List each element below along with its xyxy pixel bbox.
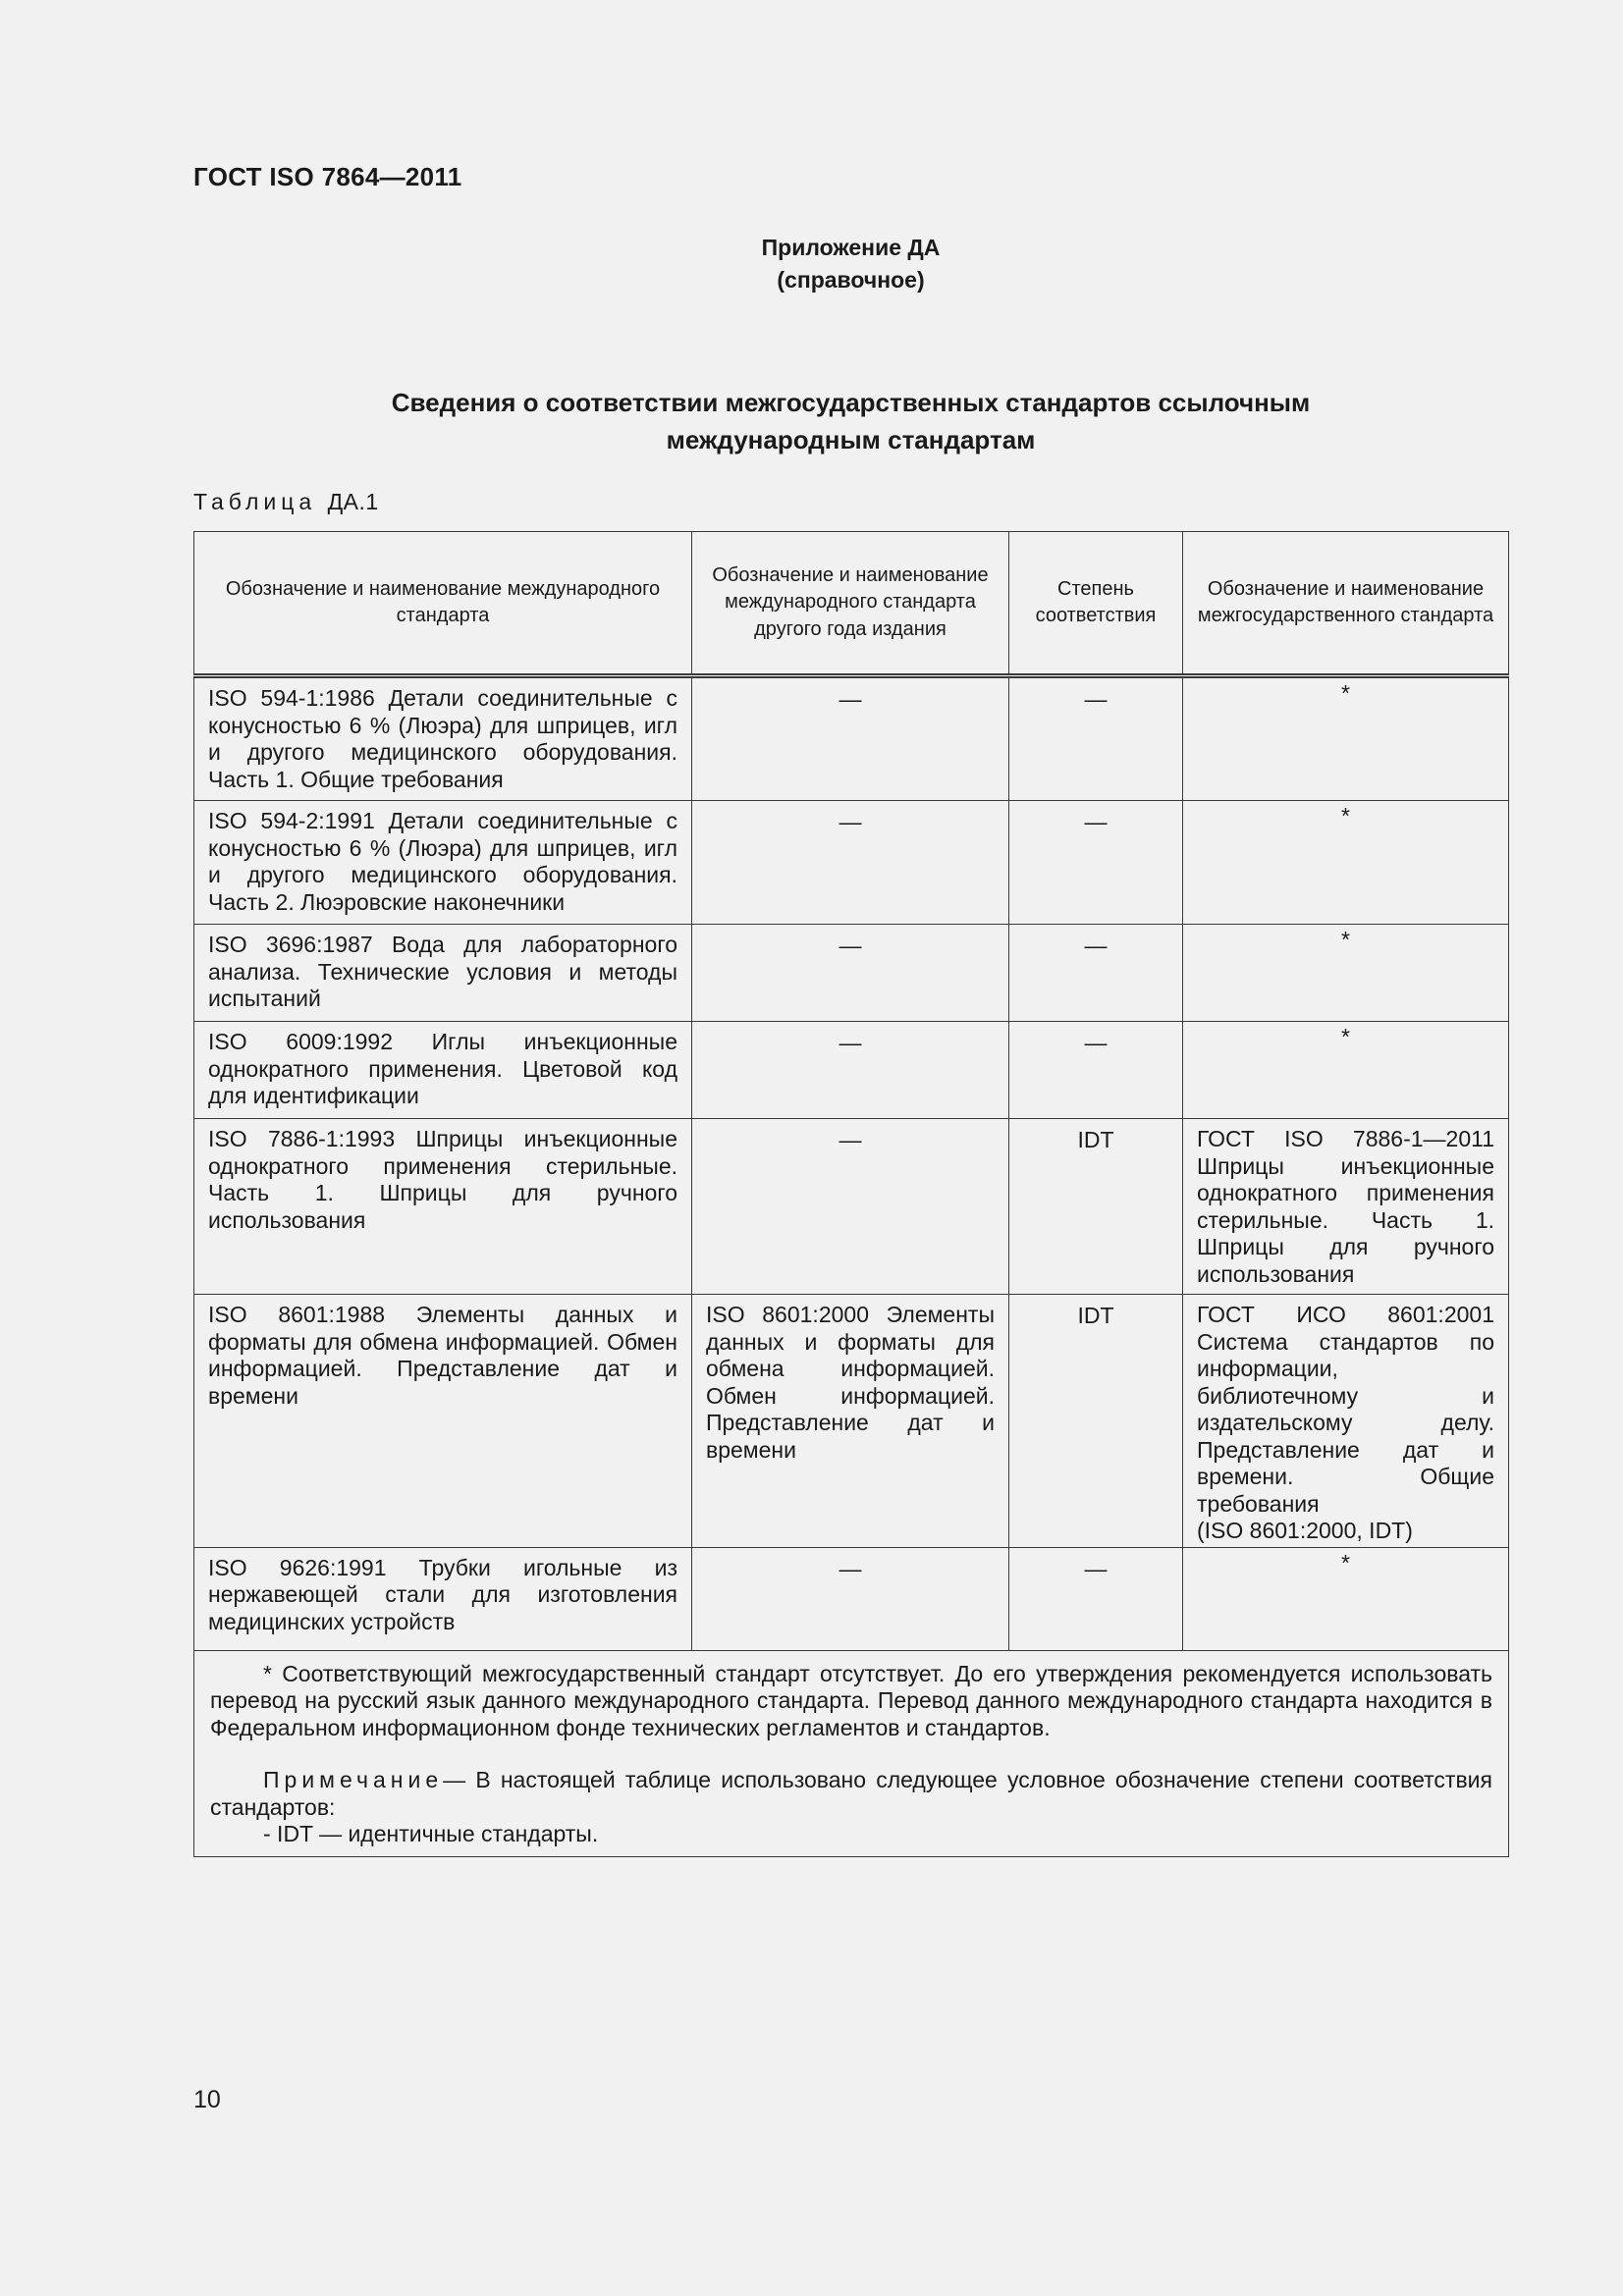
cell-interstate (1183, 1295, 1509, 1548)
cell-intl-standard: ISO 594-2:1991 Детали соединительные с конусностью 6 % (Люэра) для шприцев, игл и другого медицинского оборудования. Часть 2. Люэровские наконечники (194, 801, 692, 925)
cell-other-year: — (692, 676, 1009, 801)
note-list-item: - IDT — идентичные стандарты. (263, 1821, 599, 1846)
cell-other-year: — (692, 1547, 1009, 1650)
appendix-type: (справочное) (777, 267, 925, 293)
cell-interstate: * (1183, 801, 1509, 925)
header-interstate-standard: Обозначение и наименование межгосударственного стандарта (1183, 532, 1509, 676)
table-row (194, 801, 1509, 925)
table-label-prefix: Таблица (193, 489, 317, 514)
table-row (194, 1547, 1509, 1650)
table-label (193, 489, 379, 515)
table-row (194, 925, 1509, 1022)
standards-table (193, 531, 1509, 1857)
table-note (210, 1767, 1492, 1821)
table-row (194, 1119, 1509, 1295)
note-label: Примечание (263, 1767, 444, 1792)
cell-other-year: — (692, 1119, 1009, 1295)
appendix-title: Приложение ДА (761, 235, 941, 260)
cell-intl-standard: ISO 6009:1992 Иглы инъекционные однократного применения. Цветовой код для идентификации (194, 1022, 692, 1119)
cell-interstate: * (1183, 1547, 1509, 1650)
appendix-heading (0, 232, 1623, 296)
table-label-number: ДА.1 (327, 489, 379, 514)
header-other-year-standard: Обозначение и наименование международного стандарта другого года издания (692, 532, 1009, 676)
cell-degree: — (1009, 1022, 1183, 1119)
cell-other-year: — (692, 925, 1009, 1022)
cell-intl-standard: ISO 3696:1987 Вода для лабораторного анализа. Технические условия и методы испытаний (194, 925, 692, 1022)
cell-degree: IDT (1009, 1119, 1183, 1295)
table-row (194, 1295, 1509, 1548)
cell-intl-standard: ISO 8601:1988 Элементы данных и форматы для обмена информацией. Обмен информацией. Представление дат и времени (194, 1295, 692, 1548)
cell-interstate: * (1183, 925, 1509, 1022)
cell-other-year: ISO 8601:2000 Элементы данных и форматы для обмена информацией. Обмен информацией. Представление дат и времени (692, 1295, 1009, 1548)
cell-intl-standard: ISO 9626:1991 Трубки игольные из нержавеющей стали для изготовления медицинских устройств (194, 1547, 692, 1650)
table-row (194, 1022, 1509, 1119)
cell-other-year: — (692, 1022, 1009, 1119)
cell-degree: — (1009, 1547, 1183, 1650)
cell-intl-standard: ISO 594-1:1986 Детали соединительные с конусностью 6 % (Люэра) для шприцев, игл и другого медицинского оборудования. Часть 1. Общие требования (194, 676, 692, 801)
header-degree: Степень соответствия (1009, 532, 1183, 676)
page-number: 10 (193, 2086, 221, 2113)
table-row (194, 676, 1509, 801)
cell-degree: — (1009, 801, 1183, 925)
cell-interstate: * (1183, 676, 1509, 801)
header-intl-standard: Обозначение и наименование международного стандарта (194, 532, 692, 676)
cell-degree: IDT (1009, 1295, 1183, 1548)
cell-degree: — (1009, 676, 1183, 801)
cell-other-year: — (692, 801, 1009, 925)
note-text: — В настоящей таблице использовано следующее условное обозначение степени соответствия стандартов: (210, 1767, 1492, 1820)
document-code: ГОСТ ISO 7864—2011 (193, 162, 462, 191)
cell-intl-standard: ISO 7886-1:1993 Шприцы инъекционные однократного применения стерильные. Часть 1. Шприцы для ручного использования (194, 1119, 692, 1295)
table-notes-row (194, 1650, 1509, 1856)
section-title-line-1: Сведения о соответствии межгосударственных стандартов ссылочным (391, 388, 1311, 417)
cell-degree: — (1009, 925, 1183, 1022)
table-footnote: * Соответствующий межгосударственный стандарт отсутствует. До его утверждения рекомендуется использовать перевод на русский язык данного международного стандарта. Перевод данного международного стандарта находится в Федеральном информационном фонде технических регламентов и стандартов. (210, 1660, 1492, 1740)
cell-interstate: * (1183, 1022, 1509, 1119)
cell-interstate: ГОСТ ISO 7886-1—2011 Шприцы инъекционные однократного применения стерильные. Часть 1. Шприцы для ручного использования (1183, 1119, 1509, 1295)
cell-interstate-extra: (ISO 8601:2000, IDT) (1197, 1518, 1413, 1543)
section-title-line-2: международным стандартам (666, 425, 1036, 454)
table-notes (194, 1650, 1509, 1856)
cell-interstate-text: ГОСТ ИСО 8601:2001 Система стандартов по информации, библиотечному и издательскому делу. Представление дат и времени. Общие требования (1197, 1302, 1494, 1517)
table-header-row (194, 532, 1509, 676)
section-title (324, 384, 1378, 458)
